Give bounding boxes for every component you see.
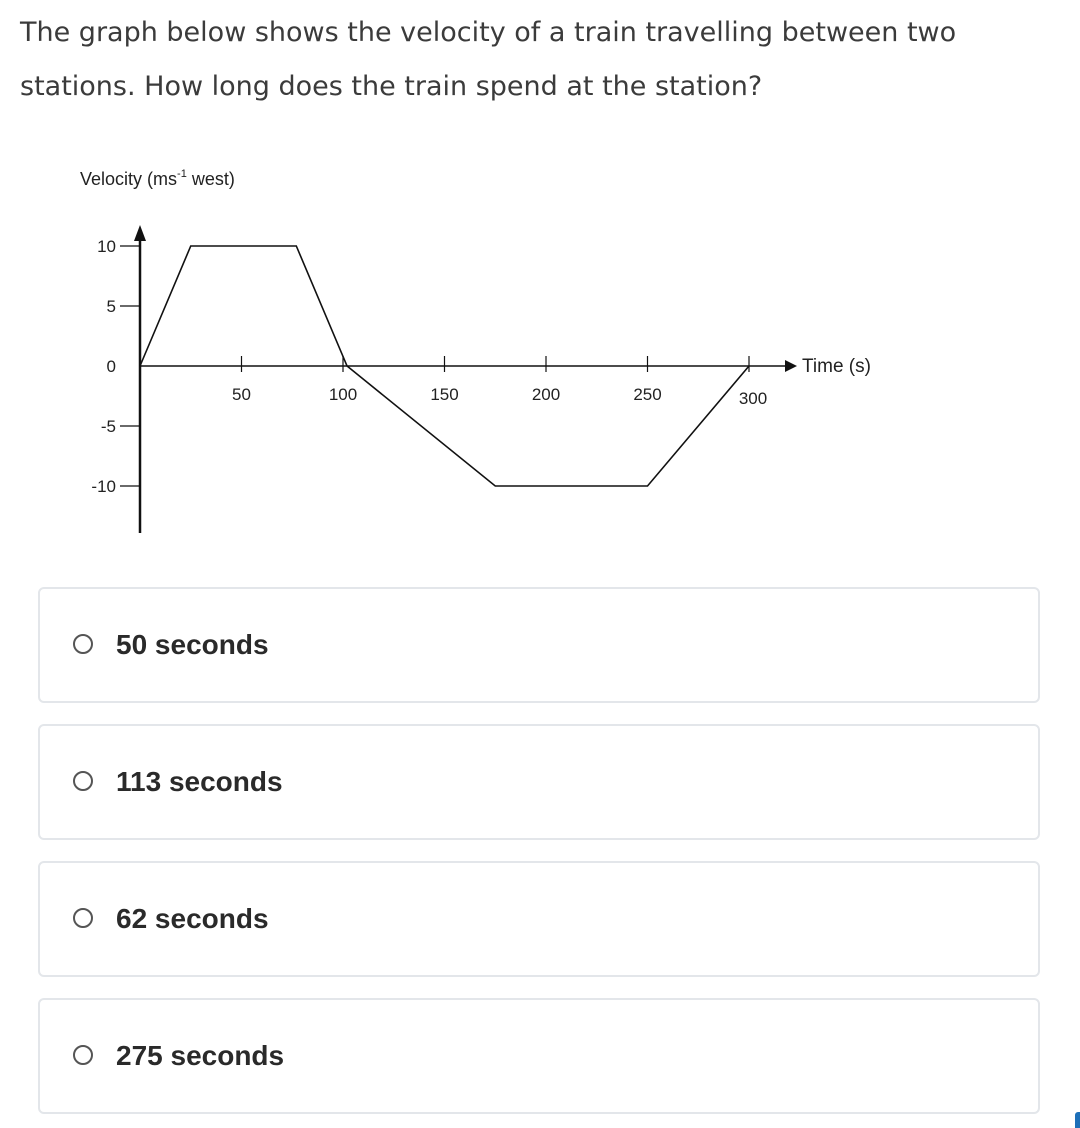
option-62-seconds[interactable] [38,861,1040,977]
y-axis-label-prefix: Velocity (ms [80,169,178,189]
y-axis-label [80,168,235,189]
option-50-seconds[interactable] [38,587,1040,703]
y-axis-arrow [134,225,146,241]
x-axis-label: Time (s) [802,356,871,377]
x-tick-label: 150 [430,385,459,404]
x-tick-label: 300 [738,389,768,408]
x-tick-label: 50 [232,385,251,404]
radio-icon[interactable] [73,1045,93,1065]
y-axis-label-sup: -1 [177,168,187,180]
x-tick-label: 250 [633,385,662,404]
option-label: 62 seconds [116,903,269,934]
question-text [20,6,1060,114]
option-275-seconds[interactable] [38,998,1040,1114]
y-axis-label-suffix: west) [186,169,235,189]
y-tick-label: 10 [97,237,116,256]
option-113-seconds[interactable] [38,724,1040,840]
question-line-2: stations. How long does the train spend at the station? [20,71,763,102]
scroll-indicator [1075,1112,1080,1128]
radio-icon[interactable] [73,771,93,791]
x-axis-arrow [785,360,797,372]
x-tick-label: 100 [328,385,358,404]
y-tick-label: -10 [91,477,116,496]
option-label: 113 seconds [116,766,283,797]
radio-icon[interactable] [73,908,93,928]
velocity-time-graph [60,155,900,555]
option-label: 275 seconds [116,1040,285,1071]
option-label: 50 seconds [116,629,269,660]
y-tick-label: 0 [106,357,116,376]
x-tick-label: 200 [531,385,561,404]
radio-icon[interactable] [73,634,93,654]
y-tick-label: -5 [100,417,116,436]
y-tick-label: 5 [106,297,116,316]
question-line-1: The graph below shows the velocity of a train travelling between two [20,17,957,48]
